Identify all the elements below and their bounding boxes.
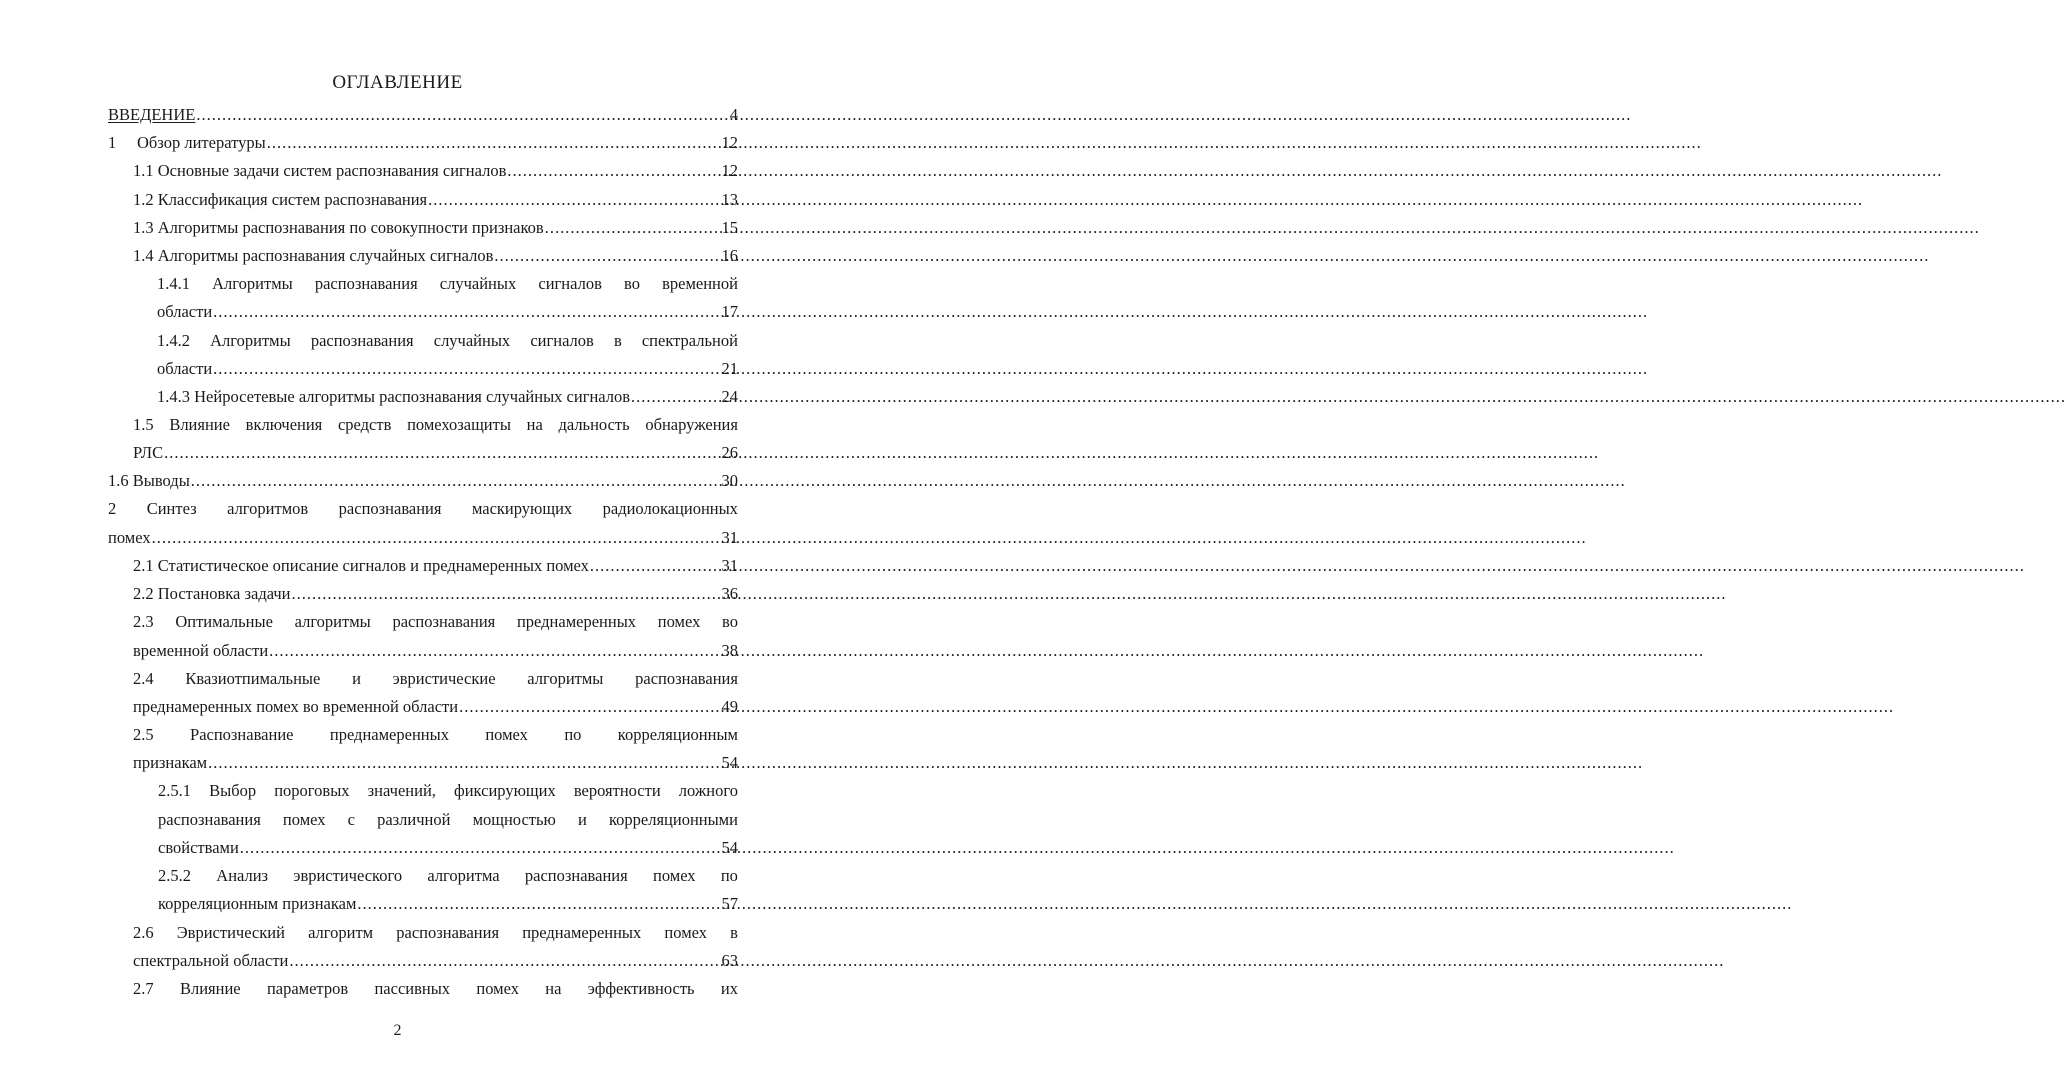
toc-entry-2-5-2[interactable] xyxy=(158,893,738,915)
toc-entry-text: ВВЕДЕНИЕ xyxy=(108,105,196,124)
leader-dots xyxy=(213,301,720,323)
toc-page-number: 16 xyxy=(721,246,738,265)
toc-word: 2.5 xyxy=(133,725,154,744)
toc-word: сигналов xyxy=(538,274,602,293)
toc-entry-1-4-2-line1[interactable] xyxy=(157,330,738,352)
toc-entry-1-2[interactable] xyxy=(133,189,738,211)
toc-entry-text: Обзор литературы xyxy=(137,133,266,152)
toc-word: Синтез xyxy=(146,499,197,518)
toc-entry-2-6[interactable] xyxy=(133,950,738,972)
toc-entry-2-3[interactable] xyxy=(133,640,738,662)
toc-entry-text: 1.1 Основные задачи систем распознавания сигналов xyxy=(133,161,507,180)
toc-word: на xyxy=(545,979,562,998)
leader-dots xyxy=(494,245,720,267)
leader-dots xyxy=(545,217,721,239)
toc-word: с xyxy=(347,810,355,829)
toc-word: алгоритмы xyxy=(294,612,371,631)
toc-word: алгоритм xyxy=(308,923,374,942)
leader-dots xyxy=(507,160,720,182)
toc-word: распознавания xyxy=(158,810,261,829)
toc-entry-1-5-line1[interactable] xyxy=(133,414,738,436)
toc-page-number: 17 xyxy=(721,302,738,321)
toc-entry-text: признакам xyxy=(133,753,208,772)
toc-word: фиксирующих xyxy=(454,781,556,800)
toc-word: Эвристический xyxy=(176,923,285,942)
toc-word: преднамеренных xyxy=(329,725,449,744)
toc-entry-2-7-line1[interactable] xyxy=(133,978,738,1000)
toc-entry-text: временной области xyxy=(133,641,269,660)
toc-word: случайных xyxy=(433,331,511,350)
leader-dots xyxy=(267,132,721,154)
toc-page-number: 57 xyxy=(721,894,738,913)
leader-dots xyxy=(208,752,720,774)
toc-word: Влияние xyxy=(179,979,241,998)
toc-word: маскирующих xyxy=(471,499,573,518)
toc-word: пороговых xyxy=(274,781,350,800)
toc-word: 1.4.1 xyxy=(157,274,190,293)
toc-page-number: 54 xyxy=(721,838,738,857)
toc-word: распознавания xyxy=(392,612,496,631)
toc-page-number: 31 xyxy=(721,556,738,575)
toc-word: временной xyxy=(662,274,738,293)
toc-word: помех xyxy=(485,725,528,744)
leader-dots xyxy=(292,583,721,605)
leader-dots xyxy=(164,442,720,464)
toc-word: в xyxy=(730,923,738,942)
toc-word: 2.5.2 xyxy=(158,866,191,885)
toc-page-number: 13 xyxy=(721,190,738,209)
page-title: ОГЛАВЛЕНИЕ xyxy=(332,72,463,93)
toc-word: различной xyxy=(377,810,451,829)
toc-word: эффективность xyxy=(587,979,695,998)
toc-word: Распознавание xyxy=(190,725,294,744)
toc-word: корреляционным xyxy=(617,725,738,744)
chapter-number: 1 xyxy=(108,133,117,152)
leader-dots xyxy=(191,470,721,492)
toc-page-number: 36 xyxy=(721,584,738,603)
leader-dots xyxy=(240,837,721,859)
toc-page-number: 15 xyxy=(721,218,738,237)
toc-entry-2-1[interactable] xyxy=(133,555,738,577)
toc-entry-chapter-2-line1[interactable] xyxy=(108,498,738,520)
leader-dots xyxy=(590,555,721,577)
toc-word: на xyxy=(526,415,543,434)
toc-word: алгоритмов xyxy=(227,499,309,518)
toc-entry-2-3-line1[interactable] xyxy=(133,611,738,633)
leader-dots xyxy=(196,104,728,126)
toc-word: распознавания xyxy=(396,923,500,942)
toc-entry-intro[interactable] xyxy=(108,104,738,126)
toc-entry-2-4-line1[interactable] xyxy=(133,668,738,690)
toc-entry-1-4-3[interactable] xyxy=(157,386,738,408)
leader-dots xyxy=(289,950,720,972)
toc-word: включения xyxy=(245,415,323,434)
toc-entry-2-5-1-line1[interactable] xyxy=(158,780,738,802)
toc-entry-text: помех xyxy=(108,528,151,547)
toc-word: и xyxy=(352,669,361,688)
toc-word: обнаружения xyxy=(645,415,738,434)
toc-word: помех xyxy=(652,866,696,885)
toc-word: 2.7 xyxy=(133,979,154,998)
toc-word: помехозащиты xyxy=(407,415,511,434)
toc-word: радиолокационных xyxy=(602,499,738,518)
toc-word: распознавания xyxy=(314,274,418,293)
toc-word: 2.3 xyxy=(133,612,154,631)
toc-entry-text: свойствами xyxy=(158,838,239,857)
toc-word: 2 xyxy=(108,499,117,518)
toc-word: распознавания xyxy=(524,866,628,885)
toc-entry-2-5-2-line1[interactable] xyxy=(158,865,738,887)
toc-entry-1-3[interactable] xyxy=(133,217,738,239)
leader-dots xyxy=(213,358,720,380)
page-number: 2 xyxy=(393,1022,402,1039)
toc-word: параметров xyxy=(266,979,349,998)
toc-entry-chapter-1[interactable] xyxy=(108,132,738,154)
toc-word: распознавания xyxy=(635,669,738,688)
toc-word: 1.5 xyxy=(133,415,154,434)
toc-entry-2-6-line1[interactable] xyxy=(133,922,738,944)
toc-word: эвристические xyxy=(392,669,496,688)
toc-entry-text: 1.4 Алгоритмы распознавания случайных сигналов xyxy=(133,246,494,265)
toc-word: Алгоритмы xyxy=(212,274,293,293)
toc-word: пассивных xyxy=(374,979,451,998)
leader-dots xyxy=(459,696,720,718)
toc-entry-text: 1.4.3 Нейросетевые алгоритмы распознавания случайных сигналов xyxy=(157,387,631,406)
toc-entry-2-4[interactable] xyxy=(133,696,738,718)
toc-entry-1-1[interactable] xyxy=(133,160,738,182)
toc-entry-text: 1.2 Классификация систем распознавания xyxy=(133,190,428,209)
toc-word: Анализ xyxy=(216,866,269,885)
toc-word: сигналов xyxy=(530,331,594,350)
toc-entry-text: спектральной области xyxy=(133,951,289,970)
toc-entry-text: 1.6 Выводы xyxy=(108,471,190,490)
toc-page-number: 30 xyxy=(721,471,738,490)
toc-page-number: 4 xyxy=(729,105,738,124)
toc-page-number: 31 xyxy=(721,528,738,547)
toc-word: спектральной xyxy=(641,331,738,350)
toc-entry-text: преднамеренных помех во временной области xyxy=(133,697,459,716)
toc-word: 2.6 xyxy=(133,923,154,942)
toc-word: помех xyxy=(476,979,519,998)
toc-word: 2.5.1 xyxy=(158,781,191,800)
toc-word: Оптимальные xyxy=(175,612,273,631)
toc-entry-1-4-1[interactable] xyxy=(157,301,738,323)
toc-word: алгоритма xyxy=(427,866,500,885)
toc-entry-text: области xyxy=(157,302,213,321)
toc-page-number: 63 xyxy=(721,951,738,970)
toc-word: Алгоритмы xyxy=(210,331,291,350)
toc-word: значений, xyxy=(367,781,436,800)
leader-dots xyxy=(357,893,720,915)
toc-word: Влияние xyxy=(169,415,230,434)
toc-word: средств xyxy=(337,415,392,434)
toc-page-number: 24 xyxy=(721,387,738,406)
toc-entry-1-6[interactable] xyxy=(108,470,738,492)
toc-word: 2.4 xyxy=(133,669,154,688)
toc-word: эвристического xyxy=(293,866,403,885)
toc-entry-2-5-1-line2[interactable] xyxy=(158,809,738,831)
toc-word: преднамеренных xyxy=(522,923,642,942)
toc-word: 1.4.2 xyxy=(157,331,190,350)
toc-word: помех xyxy=(657,612,701,631)
toc-word: мощностью xyxy=(472,810,556,829)
toc-entry-1-4[interactable] xyxy=(133,245,738,267)
toc-word: по xyxy=(564,725,582,744)
toc-entry-text: корреляционным признакам xyxy=(158,894,357,913)
toc-entry-2-2[interactable] xyxy=(133,583,738,605)
toc-word: алгоритмы xyxy=(527,669,604,688)
toc-word: корреляционными xyxy=(608,810,738,829)
toc-word: Выбор xyxy=(209,781,257,800)
toc-page-number: 26 xyxy=(721,443,738,462)
toc-page-number: 12 xyxy=(721,133,738,152)
toc-word: дальность xyxy=(558,415,630,434)
toc-entry-1-4-2[interactable] xyxy=(157,358,738,380)
toc-word: и xyxy=(577,810,587,829)
leader-dots xyxy=(152,527,721,549)
toc-entry-text: области xyxy=(157,359,213,378)
toc-word: распознавания xyxy=(310,331,414,350)
leader-dots xyxy=(428,189,720,211)
toc-entry-text: РЛС xyxy=(133,443,164,462)
toc-word: по xyxy=(720,866,738,885)
toc-entry-2-5[interactable] xyxy=(133,752,738,774)
toc-page-number: 38 xyxy=(721,641,738,660)
toc-page-number: 21 xyxy=(721,359,738,378)
toc-word: Квазиотпимальные xyxy=(185,669,321,688)
toc-word: в xyxy=(613,331,622,350)
toc-word: случайных xyxy=(439,274,517,293)
toc-page-number: 12 xyxy=(721,161,738,180)
toc-entry-1-5[interactable] xyxy=(133,442,738,464)
toc-entry-1-4-1-line1[interactable] xyxy=(157,273,738,295)
toc-word: распознавания xyxy=(338,499,442,518)
toc-word: помех xyxy=(282,810,326,829)
toc-entry-2-5-1[interactable] xyxy=(158,837,738,859)
leader-dots xyxy=(631,386,720,408)
toc-page-number: 54 xyxy=(721,753,738,772)
toc-entry-chapter-2[interactable] xyxy=(108,527,738,549)
toc-word: преднамеренных xyxy=(516,612,637,631)
toc-page-number: 49 xyxy=(721,697,738,716)
toc-word: вероятности xyxy=(573,781,661,800)
leader-dots xyxy=(269,640,720,662)
toc-word: во xyxy=(624,274,640,293)
toc-entry-text: 1.3 Алгоритмы распознавания по совокупности признаков xyxy=(133,218,544,237)
toc-entry-2-5-line1[interactable] xyxy=(133,724,738,746)
toc-entry-text: 2.1 Статистическое описание сигналов и преднамеренных помех xyxy=(133,556,589,575)
toc-word: их xyxy=(720,979,738,998)
toc-entry-text: 2.2 Постановка задачи xyxy=(133,584,291,603)
toc-word: помех xyxy=(664,923,707,942)
toc-word: во xyxy=(722,612,738,631)
toc-word: ложного xyxy=(678,781,738,800)
